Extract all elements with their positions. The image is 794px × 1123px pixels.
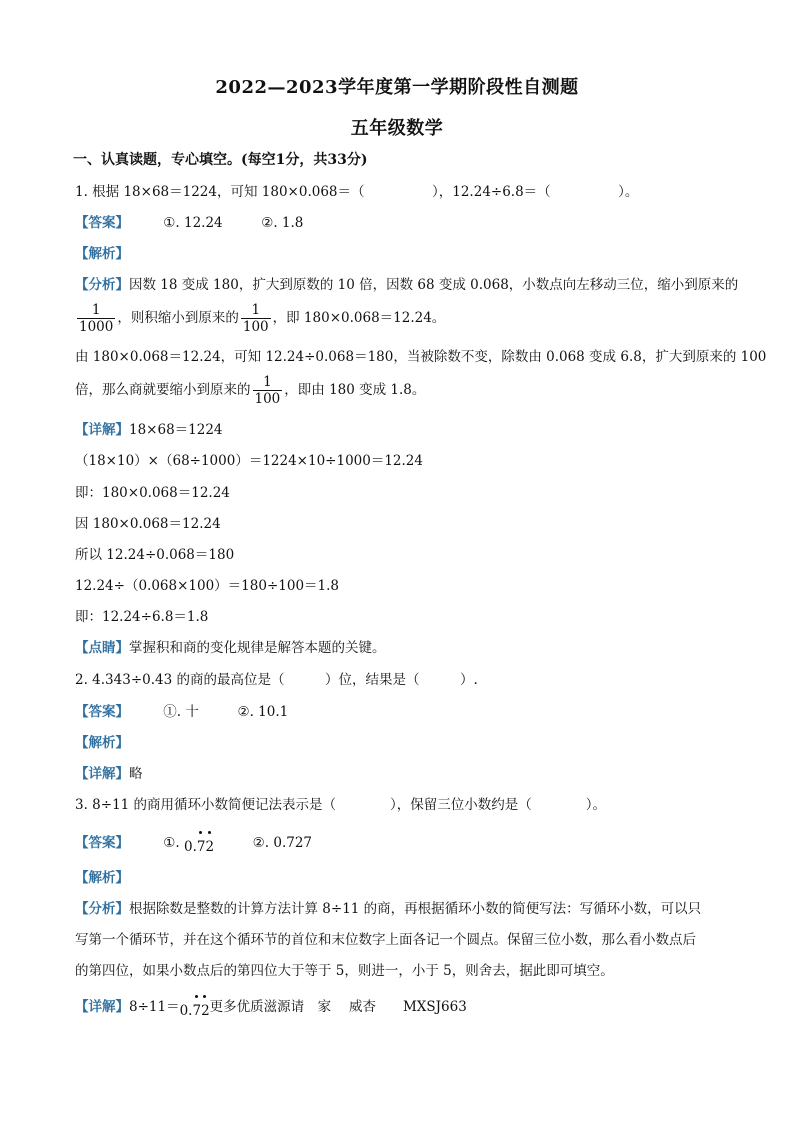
fraction: $\frac{1}{1000}$ <box>79 302 114 335</box>
dianjing-tag: 【点睛】 <box>75 640 129 656</box>
q2-answer-2: . 10.1 <box>249 704 289 720</box>
repeating-decimal: 0. 7 2 <box>180 1002 210 1020</box>
q2-answer-1: . 十 <box>176 704 199 720</box>
answer-tag: 【答案】 <box>75 704 129 720</box>
circled-number: ② <box>261 215 274 231</box>
q1-fenxi-line-1: 【分析】因数 18 变成 180，扩大到原数的 10 倍，因数 68 变成 0.068，小数点向左移动三位，缩小到原来的 <box>75 277 739 293</box>
q3-xiangjie: 【详解】8÷11＝0. 7 2更多优质滋源请 家 威杏 MXSJ663 <box>75 998 467 1016</box>
q3-question: 3. 8÷11 的商用循环小数简便记法表示是（ ），保留三位小数约是（ ）。 <box>75 797 607 813</box>
fraction: $\frac{1}{100}$ <box>254 374 281 407</box>
q2-xiangjie: 【详解】略 <box>75 766 143 782</box>
q2-question: 2. 4.343÷0.43 的商的最高位是（ ）位，结果是（ ）. <box>75 672 478 688</box>
fenxi-tag: 【分析】 <box>75 901 129 917</box>
q1-xiangjie-line-5: 所以 12.24÷0.068＝180 <box>75 547 235 563</box>
answer-tag: 【答案】 <box>75 215 129 231</box>
answer-tag: 【答案】 <box>75 835 129 851</box>
q2-answer <box>75 703 288 721</box>
xiangjie-tag: 【详解】 <box>75 999 129 1015</box>
q1-xiangjie-line-2: （18×10）×（68÷1000）＝1224×10÷1000＝12.24 <box>75 453 423 469</box>
q1-xiangjie-line-7: 即：12.24÷6.8＝1.8 <box>75 609 209 625</box>
circled-number: ① <box>163 835 176 851</box>
q3-fenxi-line-2: 写第一个循环节，并在这个循环节的首位和末位数字上面各记一个圆点。保留三位小数，那么看小数点后 <box>75 932 696 948</box>
q1-xiangjie-line-4: 因 180×0.068＝12.24 <box>75 516 221 532</box>
page-subtitle: 五年级数学 <box>350 118 444 139</box>
circled-number: ① <box>163 215 176 231</box>
q1-answer <box>75 214 303 232</box>
xiangjie-tag: 【详解】 <box>75 422 129 438</box>
q3-answer-2: . 0.727 <box>264 835 313 851</box>
section-heading: 一、认真读题，专心填空。(每空1分，共33分) <box>73 152 368 168</box>
q1-xiangjie-line-1: 【详解】18×68＝1224 <box>75 422 223 438</box>
q3-answer: 【答案】 ①. 0. 7 2 ②. 0.727 <box>75 834 312 852</box>
circled-number: ① <box>163 704 177 720</box>
circled-number: ② <box>252 835 265 851</box>
q1-question: 1. 根据 18×68＝1224，可知 180×0.068＝（ ），12.24÷6.8＝（ ）。 <box>75 184 639 200</box>
q3-jiexi-tag: 【解析】 <box>75 870 129 886</box>
q3-fenxi-line-1: 【分析】根据除数是整数的计算方法计算 8÷11 的商，再根据循环小数的简便写法：写循环小数，可以只 <box>75 901 702 917</box>
xiangjie-tag: 【详解】 <box>75 766 129 782</box>
q1-dianjing: 【点睛】掌握积和商的变化规律是解答本题的关键。 <box>75 640 386 656</box>
fenxi-tag: 【分析】 <box>75 277 129 293</box>
q1-jiexi-tag: 【解析】 <box>75 246 129 262</box>
circled-number: ② <box>237 704 250 720</box>
q1-answer-2: . 1.8 <box>273 215 304 231</box>
q2-jiexi-tag: 【解析】 <box>75 735 129 751</box>
q1-xiangjie-line-3: 即：180×0.068＝12.24 <box>75 485 230 501</box>
repeating-decimal: 0. 7 2 <box>184 838 214 856</box>
q1-fenxi-line-2: $\frac{1}{1000}$ ，则积缩小到原来的 $\frac{1}{100}$ ，即 180×0.068＝12.24。 <box>79 302 446 335</box>
q1-fenxi-line-3: 由 180×0.068＝12.24，可知 12.24÷0.068＝180，当被除数不变，除数由 0.068 变成 6.8，扩大到原来的 100 <box>75 349 767 365</box>
q1-xiangjie-line-6: 12.24÷（0.068×100）＝180÷100＝1.8 <box>75 578 340 594</box>
q3-fenxi-line-3: 的第四位，如果小数点后的第四位大于等于 5，则进一，小于 5，则舍去，据此即可填空。 <box>75 963 614 979</box>
q1-fenxi-line-4: 倍，那么商就要缩小到原来的 $\frac{1}{100}$ ，即由 180 变成 1.8。 <box>75 374 426 407</box>
page-title: 2022—2023学年度第一学期阶段性自测题 <box>215 77 579 98</box>
fraction: $\frac{1}{100}$ <box>242 302 269 335</box>
q1-answer-1: . 12.24 <box>175 215 223 231</box>
